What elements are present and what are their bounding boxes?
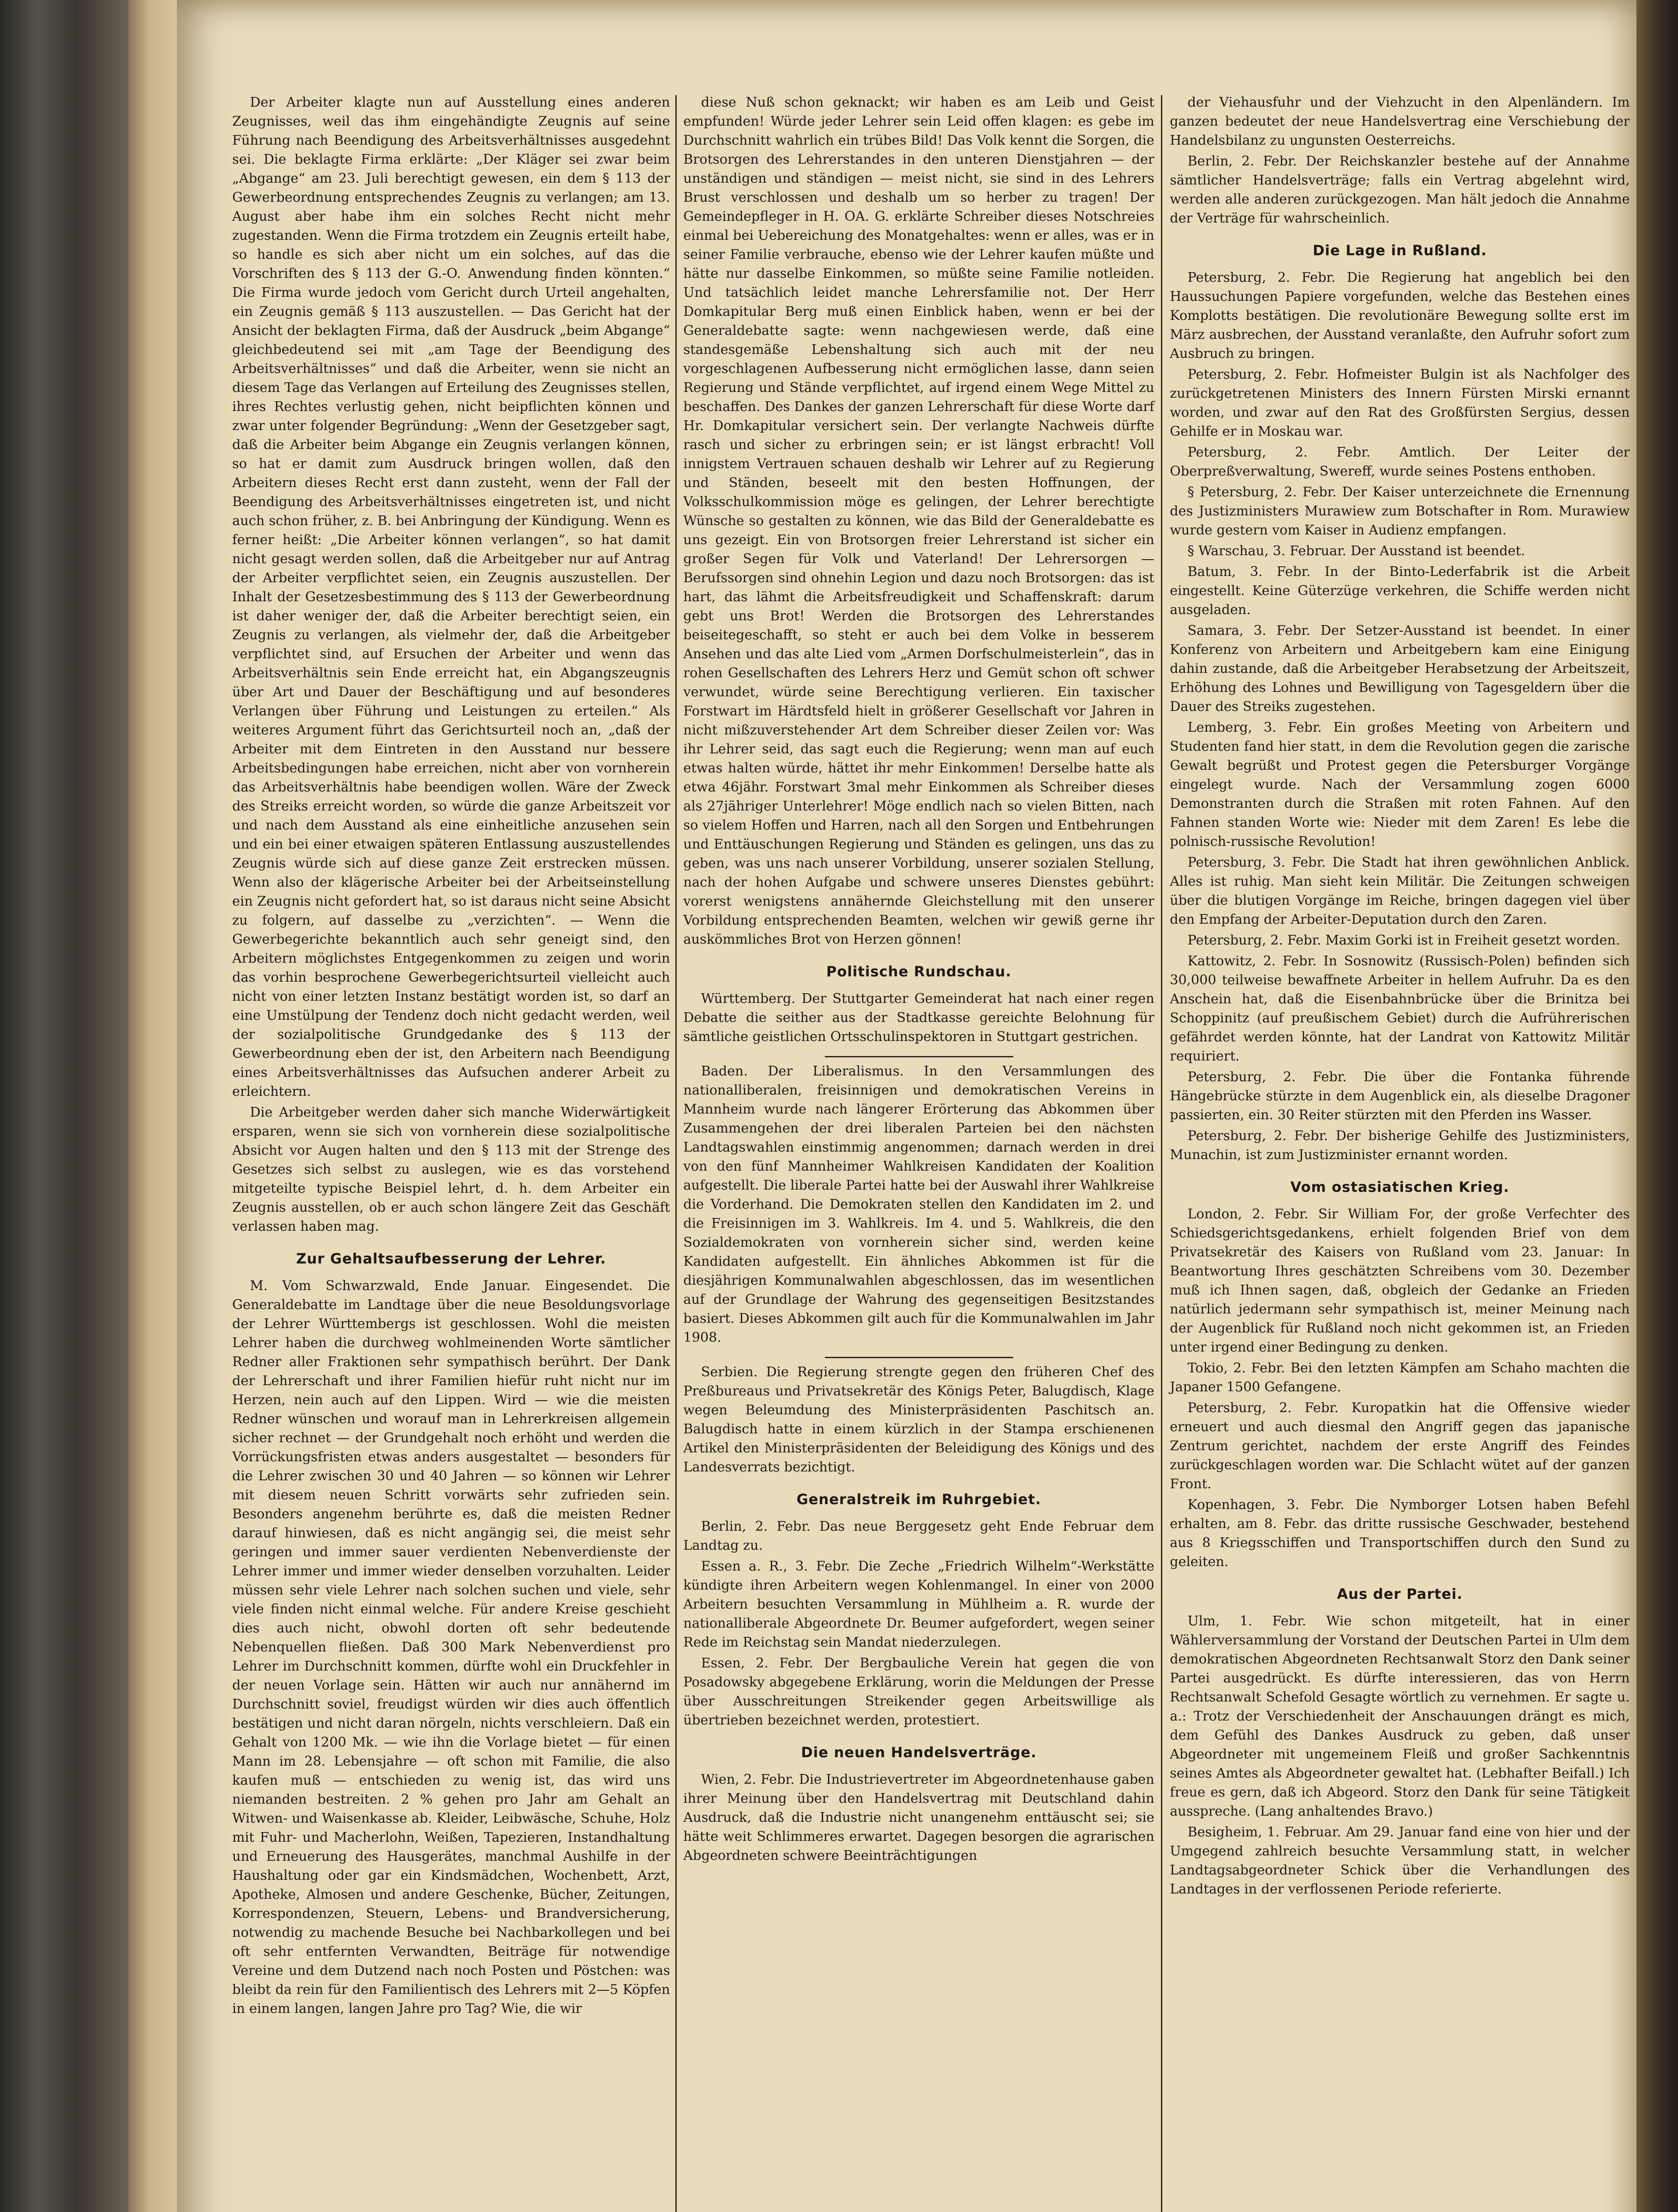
article-paragraph: London, 2. Febr. Sir William For, der große Verfechter des Schiedsgerichtsgedankens, erhielt folgenden Brief von dem Privatsekretär des Kaisers von Rußland vom 23. Januar: In Beantwortung Ihres geschätzten Schreibens vom 30. Dezember muß ich Ihnen sagen, daß, obgleich der Gedanke an Frieden natürlich jedermann sehr sympathisch ist, meiner Meinung nach der Augenblick für Rußland noch nicht gekommen ist, an Frieden unter irgend einer Bedingung zu denken. <box>1170 1206 1630 1355</box>
article-paragraph: § Warschau, 3. Februar. Der Ausstand ist beendet. <box>1188 543 1525 559</box>
section-heading: Die Lage in Rußland. <box>1313 242 1487 259</box>
page-gutter <box>128 0 181 2212</box>
section-heading: Politische Rundschau. <box>826 963 1011 980</box>
article-paragraph: Der Arbeiter klagte nun auf Ausstellung eines anderen Zeugnisses, weil das ihm eingehändigte Zeugnis auf seine Führung nach Beendigung des Arbeitsverhältnisses ausgedehnt sei. Die beklagte Firma erklärte: „Der Kläger sei zwar beim „Abgange“ am 23. Juli berechtigt gewesen, ein dem § 113 der Gewerbeordnung entsprechendes Zeugnis zu verlangen; am 13. August aber habe ihm ein solches Recht nicht mehr zugestanden. Wenn die Firma trotzdem ein Zeugnis erteilt habe, so handle es sich aber nicht um ein solches, auf das die Vorschriften des § 113 der G.-O. Anwendung finden könnten.“ Die Firma wurde jedoch vom Gericht durch Urteil angehalten, ein Zeugnis gemäß § 113 auszustellen. — Das Gericht hat der Ansicht der beklagten Firma, daß der Ausdruck „beim Abgange“ gleichbedeutend sei mit „am Tage der Beendigung des Arbeitsverhältnisses“ und daß die Arbeiter, wenn sie nicht an diesem Tage das Verlangen auf Erteilung des Zeugnisses stellen, ihres Rechtes verlustig gehen, nicht beipflichten können und zwar unter folgender Begründung: „Wenn der Gesetzgeber sagt, daß die Arbeiter beim Abgange ein Zeugnis verlangen können, so hat er damit zum Ausdruck bringen wollen, daß den Arbeitern dieses Recht erst dann zusteht, wenn der Fall der Beendigung des Arbeitsverhältnisses eingetreten ist, und nicht auch schon früher, z. B. bei Anbringung der Kündigung. Wenn es ferner heißt: „Die Arbeiter können verlangen“, so hat damit nicht gesagt werden sollen, daß die Arbeitgeber nur auf Antrag der Arbeiter verpflichtet seien, ein Zeugnis auszustellen. Der Inhalt der Gesetzesbestimmung des § 113 der Gewerbeordnung ist daher weniger der, daß die Arbeiter berechtigt seien, ein Zeugnis zu verlangen, als vielmehr der, daß die Arbeitgeber verpflichtet sind, auf Ersuchen der Arbeiter und wenn das Arbeitsverhältnis sein Ende erreicht hat, ein Abgangszeugnis über Art und Dauer der Beschäftigung und auf besonderes Verlangen über Führung und Leistungen zu erteilen.“ Als weiteres Argument führt das Gerichtsurteil noch an, „daß der Arbeiter mit dem Eintreten in den Ausstand nur bessere Arbeitsbedingungen habe erreichen, nicht aber von vornherein das Arbeitsverhältnis habe beendigen wollen. Wäre der Zweck des Streiks erreicht worden, so würde die ganze Arbeitszeit vor und nach dem Ausstand als eine einheitliche anzusehen sein und ein bei einer etwaigen späteren Entlassung auszustellendes Zeugnis würde sich auf diese ganze Zeit erstrecken müssen. Wenn also der klägerische Arbeiter bei der Arbeitseinstellung ein Zeugnis nicht gefordert hat, so ist daraus nicht seine Absicht zu folgern, auf dasselbe zu „verzichten“. — Wenn die Gewerbegerichte bekanntlich auch sehr geneigt sind, den Arbeitern möglichstes Entgegenkommen zu zeigen und worin das vorhin besprochene Gewerbegerichtsurteil vielleicht auch nicht von einer letzten Instanz bestätigt worden ist, so darf an eine Umstülpung der Tendenz doch nicht gedacht werden, weil der sozialpolitische Grundgedanke des § 113 der Gewerbeordnung eben der ist, den Arbeitern nach Beendigung eines Arbeitsverhältnisses das Aufsuchen anderer Arbeit zu erleichtern. <box>232 95 670 1099</box>
article-paragraph: der Viehausfuhr und der Viehzucht in den Alpenländern. Im ganzen bedeutet der neue Handelsvertrag eine Verschiebung der Handelsbilanz zu ungunsten Oesterreichs. <box>1170 95 1630 148</box>
page-edge <box>1636 0 1678 2212</box>
article-paragraph: diese Nuß schon geknackt; wir haben es am Leib und Geist empfunden! Würde jeder Lehrer sein Leid offen klagen: es gebe im Durchschnitt wahrlich ein trübes Bild! Das Volk kennt die Sorgen, die Brotsorgen des Lehrerstandes in den unteren Dienstjahren — der unständigen und ständigen — meist nicht, sie sind in des Lehrers Brust verschlossen und deshalb um so herber zu tragen! Der Gemeindepfleger in H. OA. G. erklärte Schreiber dieses Notschreies einmal bei Uebereichung des Monatgehaltes: wenn er alles, was er in seiner Familie verbrauche, ebenso wie der Lehrer kaufen müßte und hätte nur dasselbe Einkommen, so müßte seine Familie notleiden. Und tatsächlich leidet manche Lehrersfamilie not. Der Herr Domkapitular Berg muß einen Einblick haben, wenn er bei der Generaldebatte sagte: wenn nachgewiesen werde, daß eine standesgemäße Lebenshaltung sich auch mit der neu vorgeschlagenen Aufbesserung nicht ermöglichen lasse, dann seien Regierung und Stände verpflichtet, auf irgend einem Wege Mittel zu beschaffen. Des Dankes der ganzen Lehrerschaft für diese Worte darf Hr. Domkapitular versichert sein. Der verlangte Nachweis dürfte rasch und sicher zu erbringen sein; er ist längst erbracht! Voll innigstem Vertrauen schauen deshalb wir Lehrer auf zu Regierung und Ständen, beseelt mit den besten Hoffnungen, der Volksschulkommission möge es gelingen, der Lehrer berechtigte Wünsche so gestalten zu können, wie das Bild der Generaldebatte es uns gezeigt. Ein von Brotsorgen freier Lehrerstand ist sicher ein großer Segen für Volk und Vaterland! Der Lehrersorgen — Berufssorgen sind ohnehin Legion und dazu noch Brotsorgen: das ist hart, das lähmt die Arbeitsfreudigkeit und Schaffenskraft: darum gebt uns Brot! Werden die Brotsorgen des Lehrerstandes beiseitegeschafft, so steht er auch bei dem Volke in besserem Ansehen und das alte Lied vom „Armen Dorfschulmeisterlein“, das in rohen Gesellschaften des Lehrers Herz und Gemüt schon oft schwer verwundet, würde seine Berechtigung verlieren. Ein taxischer Forstwart im Härdtsfeld hielt in größerer Gesellschaft vor Jahren in nicht mißzuverstehender Art dem Schreiber dieser Zeilen vor: Was ihr Lehrer seid, das sagt euch die Regierung; wenn man auf euch etwas halten würde, hättet ihr mehr Einkommen! Derselbe hatte als etwa 46jähr. Forstwart 3mal mehr Einkommen als Schreiber dieses als 27jähriger Unterlehrer! Möge endlich nach so vielen Bitten, nach so vielem Hoffen und Harren, nach all den Sorgen und Entbehrungen und Enttäuschungen Regierung und Ständen es gelingen, uns das zu geben, was uns nach unserer Vorbildung, unserer sozialen Stellung, nach der hohen Aufgabe und schwere unseres Dienstes gebührt: vorerst wenigstens annähernde Gleichstellung mit den unserer Vorbildung entsprechenden Beamten, welchen wir gewiß gerne ihr auskömmliches Brot von Herzen gönnen! <box>683 95 1154 947</box>
article-paragraph: Die Arbeitgeber werden daher sich manche Widerwärtigkeit ersparen, wenn sie sich von vornherein diese sozialpolitische Absicht vor Augen halten und den § 113 mit der Strenge des Gesetzes sich selbst zu auslegen, wie es das vorstehend mitgeteilte typische Beispiel lehrt, d. h. dem Arbeiter ein Zeugnis ausstellen, ob er auch schon längere Zeit das Geschäft verlassen haben mag. <box>232 1105 670 1234</box>
section-heading: Aus der Partei. <box>1337 1586 1463 1602</box>
section-divider <box>825 1357 1013 1358</box>
article-paragraph: Essen, 2. Febr. Der Bergbauliche Verein hat gegen die von Posadowsky abgegebene Erklärung, worin die Meldungen der Presse über Ausschreitungen Streikender gegen Arbeitswillige als übertrieben bezeichnet werden, protestiert. <box>683 1655 1154 1728</box>
article-paragraph: Batum, 3. Febr. In der Binto-Lederfabrik ist die Arbeit eingestellt. Keine Güterzüge verkehren, die Schiffe werden nicht ausgeladen. <box>1170 564 1630 618</box>
column-2 <box>683 93 1154 1867</box>
article-paragraph: Besigheim, 1. Februar. Am 29. Januar fand eine von hier und der Umgegend zahlreich besuchte Versammlung statt, in welcher Landtagsabgeordneter Schick über die Verhandlungen des Landtages in der verflossenen Periode referierte. <box>1170 1824 1630 1897</box>
article-paragraph: Baden. Der Liberalismus. In den Versammlungen des nationalliberalen, freisinnigen und demokratischen Vereins in Mannheim wurde nach längerer Erörterung das Abkommen über Zusammengehen der drei liberalen Parteien bei den nächsten Landtagswahlen einstimmig angenommen; darnach werden in drei von den fünf Mannheimer Wahlkreisen Kandidaten der Koalition aufgestellt. Die liberale Partei hatte bei der Auswahl ihrer Wahlkreise die Vorderhand. Die Demokraten stellen den Kandidaten im 2. und die Freisinnigen im 3. Wahlkreis. Im 4. und 5. Wahlkreis, die den Sozialdemokraten von vornherein sicher sind, werden keine Kandidaten aufgestellt. Ein ähnliches Abkommen ist für die diesjährigen Kommunalwahlen abgeschlossen, das im wesentlichen auf der Grundlage der Wahrung des gegenseitigen Besitzstandes basiert. Dieses Abkommen gilt auch für die Kommunalwahlen im Jahr 1908. <box>683 1064 1154 1345</box>
article-paragraph: Kattowitz, 2. Febr. In Sosnowitz (Russisch-Polen) befinden sich 30,000 teilweise bewaffnete Arbeiter in hellem Aufruhr. Da es den Anschein hat, daß die Eisenbahnbrücke über die Brinitza bei Schoppinitz (auf preußischem Gebiet) durch die Aufrührerischen gefährdet werden könnte, hat der Landrat von Kattowitz Militär requiriert. <box>1170 953 1630 1064</box>
book-binding <box>0 0 128 2212</box>
column-rule <box>675 95 677 2212</box>
section-heading: Generalstreik im Ruhrgebiet. <box>796 1491 1042 1508</box>
article-paragraph: Lemberg, 3. Febr. Ein großes Meeting von Arbeitern und Studenten fand hier statt, in dem die Revolution gegen die zarische Gewalt begrüßt und Protest gegen die Petersburger Vorgänge eingelegt wurde. Nach der Versammlung zogen 6000 Demonstranten durch die Straßen mit roten Fahnen. Auf den Fahnen standen Worte wie: Nieder mit dem Zaren! Es lebe die polnisch-russische Revolution! <box>1170 720 1630 849</box>
article-paragraph: Berlin, 2. Febr. Das neue Berggesetz geht Ende Februar dem Landtag zu. <box>683 1519 1154 1553</box>
column-3 <box>1170 93 1630 1901</box>
article-paragraph: Ulm, 1. Febr. Wie schon mitgeteilt, hat in einer Wählerversammlung der Vorstand der Deutschen Partei in Ulm dem demokratischen Abgeordneten Rechtsanwalt Storz den Dank seiner Partei ausgedrückt. Es dürfte interessieren, das von Herrn Rechtsanwalt Schefold Gesagte wörtlich zu vernehmen. Er sagte u. a.: Trotz der Verschiedenheit der Anschauungen drängt es mich, dem Gefühl des Dankes Ausdruck zu geben, daß unser Abgeordneter mit ungemeinem Fleiß und großer Sachkenntnis seines Amtes als Abgeordneter gewaltet hat. (Lebhafter Beifall.) Ich freue es gern, daß ich Abgeord. Storz den Dank für seine Tätigkeit ausspreche. (Lang anhaltendes Bravo.) <box>1170 1613 1630 1819</box>
section-heading: Die neuen Handelsverträge. <box>801 1744 1037 1761</box>
article-paragraph: Petersburg, 2. Febr. Hofmeister Bulgin ist als Nachfolger des zurückgetretenen Ministers des Innern Fürsten Mirski ernannt worden, und zwar auf den Rat des Großfürsten Sergius, dessen Gehilfe er in Moskau war. <box>1170 367 1630 439</box>
article-paragraph: Tokio, 2. Febr. Bei den letzten Kämpfen am Schaho machten die Japaner 1500 Gefangene. <box>1170 1360 1630 1395</box>
article-paragraph: Petersburg, 2. Febr. Die Regierung hat angeblich bei den Haussuchungen Papiere vorgefunden, welche das Bestehen eines Komplotts bestätigen. Die revolutionäre Bewegung sollte erst im März ausbrechen, der Ausstand veranlaßte, den Aufruhr sofort zum Ausbruch zu bringen. <box>1170 270 1630 361</box>
article-paragraph: Serbien. Die Regierung strengte gegen den früheren Chef des Preßbureaus und Privatsekretär des Königs Peter, Balugdisch, Klage wegen Beleumdung des Ministerpräsidenten Paschitsch an. Balugdisch hatte in einem kürzlich in der Stampa erschienenen Artikel den Ministerpräsidenten der Beleidigung des Königs und des Landesverrats bezichtigt. <box>683 1364 1154 1475</box>
section-heading: Vom ostasiatischen Krieg. <box>1290 1179 1509 1195</box>
article-paragraph: Samara, 3. Febr. Der Setzer-Ausstand ist beendet. In einer Konferenz von Arbeitern und Arbeitgebern kam eine Einigung dahin zustande, daß die Arbeitgeber Herabsetzung der Arbeitszeit, Erhöhung des Lohnes und Bewilligung von Tagesgeldern über die Dauer des Streiks zugestehen. <box>1170 623 1630 714</box>
article-paragraph: Württemberg. Der Stuttgarter Gemeinderat hat nach einer regen Debatte die seither aus der Stadtkasse gereichte Belohnung für sämtliche geistlichen Ortsschulinspektoren in Stuttgart gestrichen. <box>683 991 1154 1045</box>
article-paragraph: Petersburg, 2. Febr. Kuropatkin hat die Offensive wieder erneuert und auch diesmal den Angriff gegen das japanische Zentrum gerichtet, nachdem der erste Angriff des Feindes zurückgeschlagen worden war. Die Schlacht wütet auf der ganzen Front. <box>1170 1400 1630 1492</box>
section-divider <box>825 1056 1013 1057</box>
article-paragraph: Kopenhagen, 3. Febr. Die Nymborger Lotsen haben Befehl erhalten, am 8. Febr. das dritte russische Geschwader, bestehend aus 8 Kriegsschiffen und Transportschiffen durch den Sund zu geleiten. <box>1170 1497 1630 1570</box>
article-paragraph: Wien, 2. Febr. Die Industrievertreter im Abgeordnetenhause gaben ihrer Meinung über den Handelsvertrag mit Deutschland dahin Ausdruck, daß die Industrie nicht unangenehm enttäuscht sei; sie hätte weit Schlimmeres erwartet. Dagegen besorgen die agrarischen Abgeordneten schwere Beeinträchtigungen <box>683 1772 1154 1863</box>
article-paragraph: Petersburg, 2. Febr. Maxim Gorki ist in Freiheit gesetzt worden. <box>1188 933 1620 948</box>
article-paragraph: Berlin, 2. Febr. Der Reichskanzler bestehe auf der Annahme sämtlicher Handelsverträge; falls ein Vertrag abgelehnt wird, werden alle anderen zurückgezogen. Man hält jedoch die Annahme der Verträge für wahrscheinlich. <box>1170 154 1630 226</box>
column-rule <box>1161 95 1162 2212</box>
article-paragraph: Petersburg, 2. Febr. Amtlich. Der Leiter der Oberpreßverwaltung, Swereff, wurde seines Postens enthoben. <box>1170 445 1630 479</box>
article-paragraph: Essen a. R., 3. Febr. Die Zeche „Friedrich Wilhelm“-Werkstätte kündigte ihren Arbeitern wegen Kohlenmangel. In einer von 2000 Arbeitern besuchten Versammlung in Mühlheim a. R. wurde der nationalliberale Abgeordnete Dr. Beumer aufgefordert, wegen seiner Rede im Reichstag sein Mandat niederzulegen. <box>683 1559 1154 1650</box>
column-1 <box>232 93 670 2020</box>
article-paragraph: § Petersburg, 2. Febr. Der Kaiser unterzeichnete die Ernennung des Justizministers Murawiew zum Botschafter in Rom. Murawiew wurde gestern vom Kaiser in Audienz empfangen. <box>1170 484 1630 538</box>
article-paragraph: Petersburg, 2. Febr. Die über die Fontanka führende Hängebrücke stürzte in dem Augenblick ein, als dieselbe Dragoner passierten, ein. 30 Reiter stürzten mit den Pferden ins Wasser. <box>1170 1069 1630 1123</box>
article-paragraph: M. Vom Schwarzwald, Ende Januar. Eingesendet. Die Generaldebatte im Landtage über die neue Besoldungsvorlage der Lehrer Württembergs ist geschlossen. Wohl die meisten Lehrer haben die durchweg wohlmeinenden Worte sämtlicher Redner aller Fraktionen sehr sympathisch berührt. Der Dank der Lehrerschaft und ihrer Familien hiefür ruht nicht nur im Herzen, nein auch auf den Lippen. Wird — wie die meisten Redner wünschen und worauf man in Lehrerkreisen allgemein sicher rechnet — der Grundgehalt noch erhöht und werden die Vorrückungsfristen etwas anders ausgestaltet — besonders für die Lehrer zwischen 30 und 40 Jahren — so können wir Lehrer mit diesem neuen Schritt vorwärts sehr zufrieden sein. Besonders angenehm berührte es, daß die meisten Redner darauf hinwiesen, daß es nicht angängig sei, die meist sehr geringen und immer sauer verdienten Nebenverdienste der Lehrer immer und immer wieder denselben vorzuhalten. Leider müssen sehr viele Lehrer nach solchen suchen und viele, sehr viele finden nicht einmal welche. Für andere Kreise geschieht dies auch nicht, obwohl dorten oft sehr bedeutende Nebenquellen fließen. Daß 300 Mark Nebenverdienst pro Lehrer im Durchschnitt kommen, dürfte wohl ein Druckfehler in der neuen Vorlage sein. Hätten wir auch nur annähernd im Durchschnitt soviel, freudigst würden wir dies auch öffentlich bestätigen und nicht daran nörgeln, nichts verschleiern. Daß ein Gehalt von 1200 Mk. — wie ihn die Vorlage bietet — für einen Mann im 28. Lebensjahre — oft schon mit Familie, die also kaufen muß — entschieden zu wenig ist, das wird uns niemanden bestreiten. 2 % gehen pro Jahr am Gehalt an Witwen- und Waisenkasse ab. Kleider, Leibwäsche, Schuhe, Holz mit Fuhr- und Macherlohn, Weißen, Tapezieren, Instandhaltung und Erneuerung des Hausgerätes, manchmal Aushilfe in der Haushaltung oder gar ein Kindsmädchen, Wochenbett, Arzt, Apotheke, Almosen und andere Geschenke, Bücher, Zeitungen, Korrespondenzen, Steuern, Lebens- und Brandversicherung, notwendig zu machende Besuche bei Nachbarkollegen und bei oft sehr entfernten Verwandten, Beiträge für notwendige Vereine und dem Dutzend nach noch Posten und Pöstchen: was bleibt da rein für den Familientisch des Lehrers mit 2—5 Köpfen in einem langen, langen Jahre pro Tag? Wie, die wir <box>232 1278 670 2016</box>
section-heading: Zur Gehaltsaufbesserung der Lehrer. <box>296 1250 606 1267</box>
article-paragraph: Petersburg, 3. Febr. Die Stadt hat ihren gewöhnlichen Anblick. Alles ist ruhig. Man sieht kein Militär. Die Zeitungen schweigen über die blutigen Vorgänge im Reiche, bringen dagegen viel über den Empfang der Arbeiter-Deputation durch den Zaren. <box>1170 855 1630 927</box>
article-paragraph: Petersburg, 2. Febr. Der bisherige Gehilfe des Justizministers, Munachin, ist zum Justizminister ernannt worden. <box>1170 1128 1630 1163</box>
